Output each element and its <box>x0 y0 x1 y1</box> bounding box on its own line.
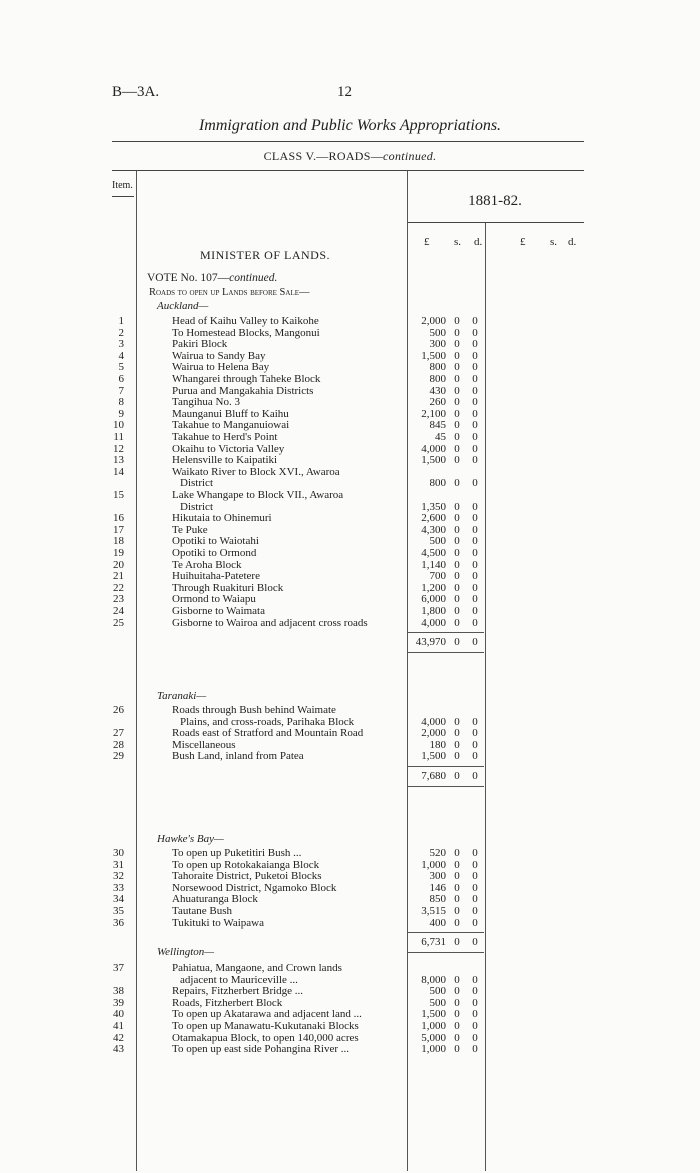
item-number: 20 <box>113 558 124 571</box>
amount-pence: 0 <box>472 870 478 883</box>
amount-shillings: 0 <box>454 858 460 871</box>
pound-header: £ <box>424 236 430 248</box>
amount-pence: 0 <box>472 384 478 397</box>
item-number: 1 <box>118 315 124 327</box>
item-description: Through Ruakituri Block <box>172 581 284 594</box>
subtotal-pence: 0 <box>472 936 478 949</box>
amount-pence: 0 <box>472 985 478 998</box>
amount-pence: 0 <box>472 326 478 339</box>
amount-pence: 0 <box>472 373 478 385</box>
amount-shillings: 0 <box>454 605 460 617</box>
amount-shillings: 0 <box>454 442 460 455</box>
amount-shillings: 0 <box>454 349 460 362</box>
item-description: Opotiki to Waiotahi <box>172 535 259 548</box>
amount-shillings: 0 <box>454 593 460 606</box>
item-description: Miscellaneous <box>172 738 236 751</box>
amount-shillings: 0 <box>454 477 460 490</box>
amount-pence: 0 <box>472 616 478 629</box>
item-description: District <box>180 477 213 490</box>
amount-pence: 0 <box>472 558 478 571</box>
year-column-header: 1881-82. <box>468 193 522 209</box>
amount-pounds: 2,600 <box>421 512 446 525</box>
shilling-header-2: s. <box>550 236 558 248</box>
amount-pounds: 45 <box>435 431 446 443</box>
minister-heading: MINISTER OF LANDS. <box>200 248 331 262</box>
item-number: 29 <box>113 750 124 763</box>
roads-heading: Roads to open up Lands before Sale— <box>149 287 310 298</box>
item-description: Roads east of Stratford and Mountain Road <box>172 727 364 740</box>
amount-pence: 0 <box>472 1043 478 1056</box>
amount-pounds: 500 <box>429 985 446 998</box>
item-number: 41 <box>113 1020 124 1032</box>
amount-shillings: 0 <box>454 326 460 339</box>
amount-shillings: 0 <box>454 847 460 859</box>
amount-pounds: 4,000 <box>421 442 446 455</box>
item-description: Gisborne to Wairoa and adjacent cross roads <box>172 616 368 629</box>
pound-header-2: £ <box>520 236 526 248</box>
item-description: Repairs, Fitzherbert Bridge ... <box>172 985 304 998</box>
amount-pounds: 1,800 <box>421 605 446 617</box>
pence-header: d. <box>474 236 483 248</box>
amount-shillings: 0 <box>454 361 460 374</box>
amount-pence: 0 <box>472 996 478 1009</box>
amount-pounds: 4,000 <box>421 616 446 629</box>
item-number: 14 <box>113 465 124 478</box>
item-description: Tahoraite District, Puketoi Blocks <box>172 870 322 883</box>
item-number: 8 <box>118 396 124 409</box>
item-number: 19 <box>113 547 124 559</box>
item-description: Wairua to Helena Bay <box>172 361 270 374</box>
amount-pounds: 1,500 <box>421 750 446 763</box>
class-heading <box>0 149 700 164</box>
amount-pence: 0 <box>472 500 478 513</box>
amount-pence: 0 <box>472 454 478 467</box>
amount-shillings: 0 <box>454 384 460 397</box>
item-description: Waikato River to Block XVI., Awaroa <box>172 465 340 478</box>
amount-pounds: 2,000 <box>421 315 446 327</box>
title-rule <box>112 141 584 142</box>
amount-pence: 0 <box>472 881 478 894</box>
amount-pence: 0 <box>472 419 478 432</box>
amount-shillings: 0 <box>454 715 460 728</box>
amount-pence: 0 <box>472 338 478 351</box>
item-number: 32 <box>113 870 124 883</box>
amount-pence: 0 <box>472 512 478 525</box>
item-description: Takahue to Herd's Point <box>172 431 278 443</box>
amount-shillings: 0 <box>454 996 460 1009</box>
amount-pounds: 430 <box>429 384 446 397</box>
item-number: 23 <box>113 593 124 606</box>
item-number: 42 <box>113 1031 124 1044</box>
item-description: Opotiki to Ormond <box>172 547 257 559</box>
amount-shillings: 0 <box>454 750 460 763</box>
item-description: Tukituki to Waipawa <box>172 916 265 929</box>
item-number: 9 <box>118 407 124 420</box>
amount-shillings: 0 <box>454 396 460 409</box>
amount-shillings: 0 <box>454 727 460 740</box>
amount-shillings: 0 <box>454 570 460 583</box>
amount-shillings: 0 <box>454 1031 460 1044</box>
item-description: Bush Land, inland from Patea <box>172 750 304 763</box>
amount-pounds: 146 <box>429 881 446 894</box>
amount-pounds: 1,000 <box>421 1020 446 1032</box>
region-heading: Auckland— <box>157 300 209 312</box>
year-header-rule <box>408 222 584 223</box>
subtotal-pounds: 43,970 <box>415 636 446 649</box>
page-number: 12 <box>337 84 352 100</box>
amount-shillings: 0 <box>454 373 460 385</box>
amount-pounds: 1,500 <box>421 1008 446 1021</box>
item-description: Te Puke <box>172 523 208 536</box>
amount-pence: 0 <box>472 893 478 906</box>
item-description: To open up Manawatu-Kukutanaki Blocks <box>172 1020 359 1032</box>
amount-shillings: 0 <box>454 870 460 883</box>
subtotal-rule-top <box>408 766 484 767</box>
item-column-header: Item. <box>112 180 133 191</box>
page-title: Immigration and Public Works Appropriations. <box>198 117 502 134</box>
item-number: 28 <box>113 738 124 751</box>
amount-shillings: 0 <box>454 1020 460 1032</box>
item-description: Okaihu to Victoria Valley <box>172 442 285 455</box>
amount-shillings: 0 <box>454 315 460 327</box>
subtotal-pence: 0 <box>472 636 478 649</box>
region-heading: Taranaki— <box>157 690 207 702</box>
item-description: Helensville to Kaipatiki <box>172 454 278 467</box>
subtotal-pounds: 6,731 <box>421 936 446 949</box>
subtotal-pounds: 7,680 <box>421 770 446 782</box>
amount-pence: 0 <box>472 407 478 420</box>
item-number: 24 <box>113 605 124 617</box>
amount-shillings: 0 <box>454 905 460 917</box>
amount-shillings: 0 <box>454 973 460 986</box>
amount-pounds: 6,000 <box>421 593 446 606</box>
subtotal-rule-bottom <box>408 786 484 787</box>
item-description: Roads through Bush behind Waimate <box>172 704 336 716</box>
item-number: 36 <box>113 916 124 929</box>
amount-shillings: 0 <box>454 985 460 998</box>
subtotal-shillings: 0 <box>454 770 460 782</box>
subtotal-pence: 0 <box>472 770 478 782</box>
amount-pounds: 1,200 <box>421 581 446 594</box>
amount-pence: 0 <box>472 916 478 929</box>
amount-pence: 0 <box>472 581 478 594</box>
item-description: Wairua to Sandy Bay <box>172 349 266 362</box>
pence-header-2: d. <box>568 236 577 248</box>
item-number: 7 <box>118 384 124 397</box>
item-number: 11 <box>113 431 124 443</box>
amount-shillings: 0 <box>454 419 460 432</box>
amount-pence: 0 <box>472 605 478 617</box>
amount-pence: 0 <box>472 1008 478 1021</box>
amount-pence: 0 <box>472 715 478 728</box>
shilling-header: s. <box>454 236 462 248</box>
item-number: 33 <box>113 881 124 894</box>
item-description: Otamakapua Block, to open 140,000 acres <box>172 1031 359 1044</box>
amount-pounds: 2,000 <box>421 727 446 740</box>
item-number: 39 <box>113 996 124 1009</box>
item-number: 5 <box>118 361 124 374</box>
item-description: Whangarei through Taheke Block <box>172 373 321 385</box>
item-description: To open up Rotokakaianga Block <box>172 858 320 871</box>
amount-shillings: 0 <box>454 454 460 467</box>
item-description: Tautane Bush <box>172 905 233 917</box>
subtotal-rule-top <box>408 932 484 933</box>
amount-pence: 0 <box>472 523 478 536</box>
item-number: 18 <box>113 535 124 548</box>
item-description: To Homestead Blocks, Mangonui <box>172 326 320 339</box>
amount-pence: 0 <box>472 547 478 559</box>
item-number: 35 <box>113 905 124 917</box>
vote-text: VOTE No. 107— <box>147 272 230 284</box>
item-number: 10 <box>113 419 124 432</box>
amount-pounds: 260 <box>429 396 446 409</box>
amount-pounds: 180 <box>429 738 446 751</box>
amount-shillings: 0 <box>454 523 460 536</box>
amount-shillings: 0 <box>454 738 460 751</box>
amount-pence: 0 <box>472 570 478 583</box>
amount-shillings: 0 <box>454 916 460 929</box>
subtotal-rule-top <box>408 632 484 633</box>
item-number: 4 <box>118 349 124 362</box>
amount-pounds: 1,500 <box>421 349 446 362</box>
amount-pence: 0 <box>472 1031 478 1044</box>
item-description: Pahiatua, Mangaone, and Crown lands <box>172 962 342 974</box>
amount-pence: 0 <box>472 750 478 763</box>
item-number: 25 <box>113 616 124 629</box>
amount-pence: 0 <box>472 431 478 443</box>
item-description: Maunganui Bluff to Kaihu <box>172 407 289 420</box>
amount-pence: 0 <box>472 477 478 490</box>
region-heading: Wellington— <box>157 946 215 958</box>
amount-shillings: 0 <box>454 558 460 571</box>
item-number: 16 <box>113 512 124 525</box>
item-column-rule <box>136 171 137 1171</box>
second-amount-column-rule <box>485 223 486 1171</box>
amount-shillings: 0 <box>454 512 460 525</box>
amount-pence: 0 <box>472 396 478 409</box>
item-description: Takahue to Manganuiowai <box>172 419 290 432</box>
item-number: 26 <box>113 704 124 716</box>
amount-shillings: 0 <box>454 581 460 594</box>
subtotal-rule-bottom <box>408 952 484 953</box>
item-number: 21 <box>113 570 124 583</box>
amount-pence: 0 <box>472 315 478 327</box>
item-description: Plains, and cross-roads, Parihaka Block <box>180 715 355 728</box>
amount-shillings: 0 <box>454 535 460 548</box>
class-heading-continued: continued. <box>383 149 437 163</box>
item-number: 43 <box>113 1043 124 1056</box>
amount-pence: 0 <box>472 973 478 986</box>
item-number: 22 <box>113 581 124 594</box>
item-number: 37 <box>113 962 124 974</box>
item-number: 31 <box>113 858 124 871</box>
item-description: District <box>180 500 213 513</box>
table-top-rule <box>112 170 584 171</box>
subtotal-shillings: 0 <box>454 636 460 649</box>
amount-pounds: 1,500 <box>421 454 446 467</box>
amount-pounds: 500 <box>429 535 446 548</box>
item-description: Te Aroha Block <box>172 558 242 571</box>
amount-pounds: 500 <box>429 996 446 1009</box>
item-description: To open up east side Pohangina River ... <box>172 1043 350 1056</box>
item-number: 40 <box>113 1008 124 1021</box>
amount-pounds: 800 <box>429 373 446 385</box>
item-description: To open up Puketitiri Bush ... <box>172 847 302 859</box>
item-description: Lake Whangape to Block VII., Awaroa <box>172 489 344 501</box>
class-heading-text: CLASS V.—ROADS— <box>263 149 384 163</box>
item-number: 30 <box>113 847 124 859</box>
item-description: Huihuitaha-Patetere <box>172 570 260 583</box>
item-description: Pakiri Block <box>172 338 228 351</box>
vote-continued: continued. <box>229 272 278 284</box>
amount-pence: 0 <box>472 593 478 606</box>
amount-pence: 0 <box>472 1020 478 1032</box>
amount-shillings: 0 <box>454 407 460 420</box>
item-description: Gisborne to Waimata <box>172 605 266 617</box>
region-heading: Hawke's Bay— <box>157 833 224 845</box>
document-reference: B—3A. <box>112 84 160 100</box>
amount-pounds: 300 <box>429 338 446 351</box>
item-number: 6 <box>118 373 124 385</box>
item-number: 13 <box>113 454 124 467</box>
amount-pence: 0 <box>472 535 478 548</box>
amount-pounds: 1,350 <box>421 500 446 513</box>
amount-pounds: 3,515 <box>421 905 446 917</box>
amount-pounds: 845 <box>429 419 446 432</box>
amount-pounds: 500 <box>429 326 446 339</box>
amount-shillings: 0 <box>454 500 460 513</box>
amount-pounds: 520 <box>429 847 446 859</box>
amount-pounds: 4,300 <box>421 523 446 536</box>
item-number: 27 <box>113 727 124 740</box>
item-number: 12 <box>113 442 124 455</box>
item-description: Tangihua No. 3 <box>172 396 240 409</box>
item-description: To open up Akatarawa and adjacent land ... <box>172 1008 362 1021</box>
amount-pounds: 8,000 <box>421 973 446 986</box>
subtotal-shillings: 0 <box>454 936 460 949</box>
amount-shillings: 0 <box>454 1008 460 1021</box>
item-number: 15 <box>113 489 124 501</box>
amount-shillings: 0 <box>454 431 460 443</box>
amount-shillings: 0 <box>454 616 460 629</box>
amount-pounds: 850 <box>429 893 446 906</box>
item-description: Hikutaia to Ohinemuri <box>172 512 272 525</box>
item-number: 3 <box>118 338 124 351</box>
vote-heading <box>147 272 277 284</box>
item-number: 38 <box>113 985 124 998</box>
amount-pence: 0 <box>472 361 478 374</box>
item-description: Purua and Mangakahia Districts <box>172 384 314 397</box>
item-number: 34 <box>113 893 124 906</box>
amount-pence: 0 <box>472 847 478 859</box>
item-description: Ahuaturanga Block <box>172 893 258 906</box>
amount-pence: 0 <box>472 738 478 751</box>
amount-pounds: 300 <box>429 870 446 883</box>
amount-pence: 0 <box>472 442 478 455</box>
amount-pounds: 5,000 <box>421 1031 446 1044</box>
amount-pounds: 800 <box>429 477 446 490</box>
amount-pence: 0 <box>472 349 478 362</box>
item-number: 17 <box>113 523 124 536</box>
amount-pence: 0 <box>472 727 478 740</box>
amount-shillings: 0 <box>454 547 460 559</box>
item-description: Norsewood District, Ngamoko Block <box>172 881 337 894</box>
item-header-underline <box>112 196 134 197</box>
item-description: adjacent to Mauriceville ... <box>180 973 298 986</box>
amount-shillings: 0 <box>454 338 460 351</box>
amount-pence: 0 <box>472 858 478 871</box>
subtotal-rule-bottom <box>408 652 484 653</box>
item-description: Head of Kaihu Valley to Kaikohe <box>172 315 319 327</box>
amount-pounds: 1,140 <box>421 558 446 571</box>
amount-pounds: 2,100 <box>421 407 446 420</box>
amount-pounds: 1,000 <box>421 1043 446 1056</box>
item-description: Roads, Fitzherbert Block <box>172 996 283 1009</box>
amount-pounds: 400 <box>429 916 446 929</box>
item-description: Ormond to Waiapu <box>172 593 256 606</box>
amount-shillings: 0 <box>454 893 460 906</box>
amount-pounds: 700 <box>429 570 446 583</box>
item-number: 2 <box>118 326 124 339</box>
amount-pounds: 4,500 <box>421 547 446 559</box>
amount-pounds: 800 <box>429 361 446 374</box>
amount-pounds: 1,000 <box>421 858 446 871</box>
amount-pence: 0 <box>472 905 478 917</box>
amount-shillings: 0 <box>454 1043 460 1056</box>
amount-shillings: 0 <box>454 881 460 894</box>
amount-pounds: 4,000 <box>421 715 446 728</box>
